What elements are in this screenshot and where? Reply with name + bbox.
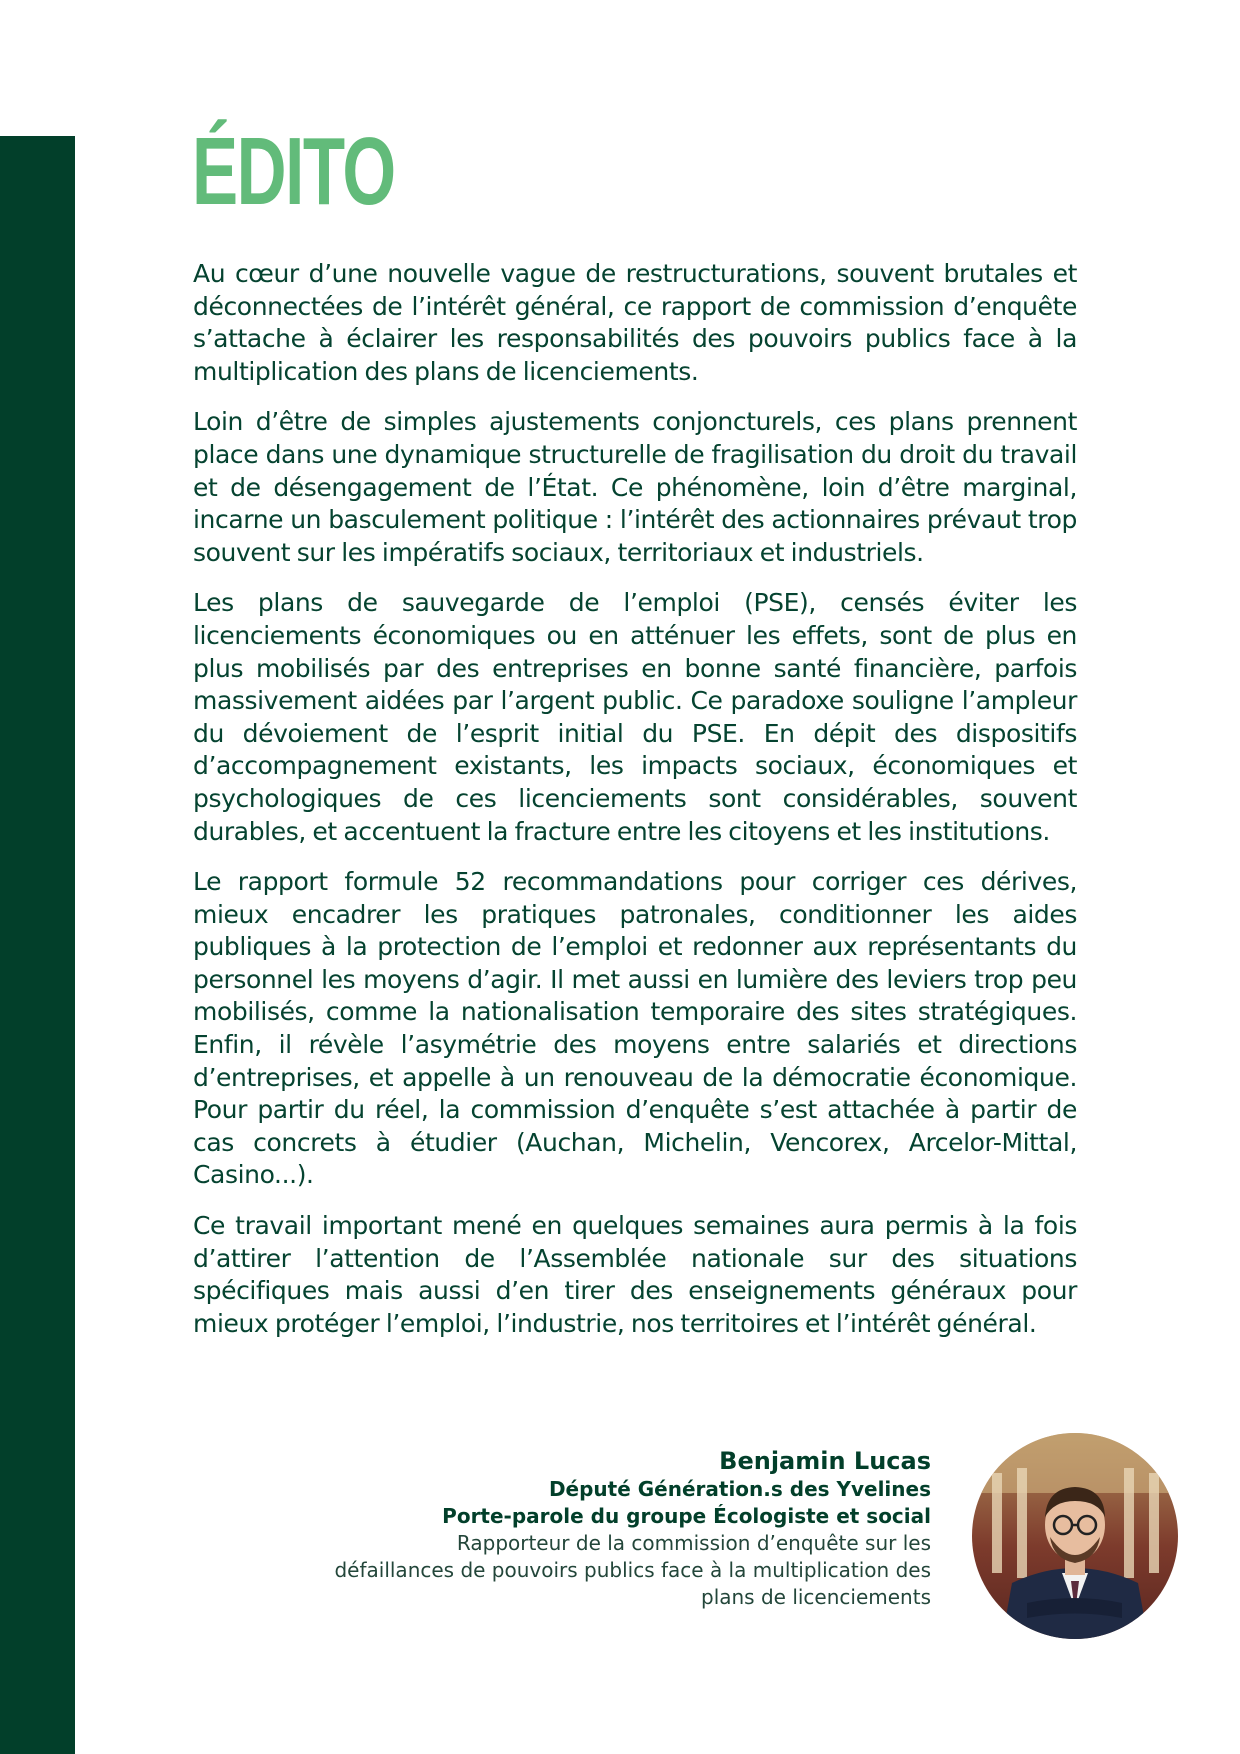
author-portrait: [972, 1433, 1178, 1639]
paragraph-2: Loin d’être de simples ajustements conjoncturels, ces plans prennent place dans une dynamique structurelle de fragilisation du droit du travail et de désengagement de l’État. Ce phénomène, loin d’être marginal, incarne un basculement politique : l’intérêt des actionnaires prévaut trop souvent sur les impératifs sociaux, territoriaux et industriels.: [193, 407, 1077, 567]
signature-role-spokesperson: Porte-parole du groupe Écologiste et social: [442, 1504, 931, 1528]
signature-description: Rapporteur de la commission d’enquête sur les défaillances de pouvoirs publics face à la multiplication des plans de licenciements: [334, 1531, 931, 1609]
page-title: ÉDITO: [192, 118, 395, 225]
paragraph-3: Les plans de sauvegarde de l’emploi (PSE), censés éviter les licenciements économiques ou en atténuer les effets, sont de plus en plus mobilisés par des entreprises en bonne santé financière, parfois massivement aidées par l’argent public. Ce paradoxe souligne l’ampleur du dévoiement de l’esprit initial du PSE. En dépit des dispositifs d’accompagnement existants, les impacts sociaux, économiques et psychologiques de ces licenciements sont considérables, souvent durables, et accentuent la fracture entre les citoyens et les institutions.: [193, 588, 1077, 846]
signature-block: [231, 1446, 931, 1611]
signature-name: Benjamin Lucas: [719, 1447, 931, 1475]
paragraph-1: Au cœur d’une nouvelle vague de restructurations, souvent brutales et déconnectées de l’intérêt général, ce rapport de commission d’enquête s’attache à éclairer les responsabilités des pouvoirs publics face à la multiplication des plans de licenciements.: [193, 259, 1077, 386]
paragraph-5: Ce travail important mené en quelques semaines aura permis à la fois d’attirer l’attention de l’Assemblée nationale sur des situations spécifiques mais aussi d’en tirer des enseignements généraux pour mieux protéger l’emploi, l’industrie, nos territoires et l’intérêt général.: [193, 1211, 1077, 1338]
edito-body: [193, 258, 1077, 1358]
signature-role-deputy: Député Génération.s des Yvelines: [548, 1477, 931, 1501]
paragraph-4: Le rapport formule 52 recommandations pour corriger ces dérives, mieux encadrer les pratiques patronales, conditionner les aides publiques à la protection de l’emploi et redonner aux représentants du personnel les moyens d’agir. Il met aussi en lumière des leviers trop peu mobilisés, comme la nationalisation temporaire des sites stratégiques. Enfin, il révèle l’asymétrie des moyens entre salariés et directions d’entreprises, et appelle à un renouveau de la démocratie économique. Pour partir du réel, la commission d’enquête s’est attachée à partir de cas concrets à étudier (Auchan, Michelin, Vencorex, Arcelor-Mittal, Casino...).: [193, 867, 1077, 1190]
side-accent-bar: [0, 136, 75, 1754]
